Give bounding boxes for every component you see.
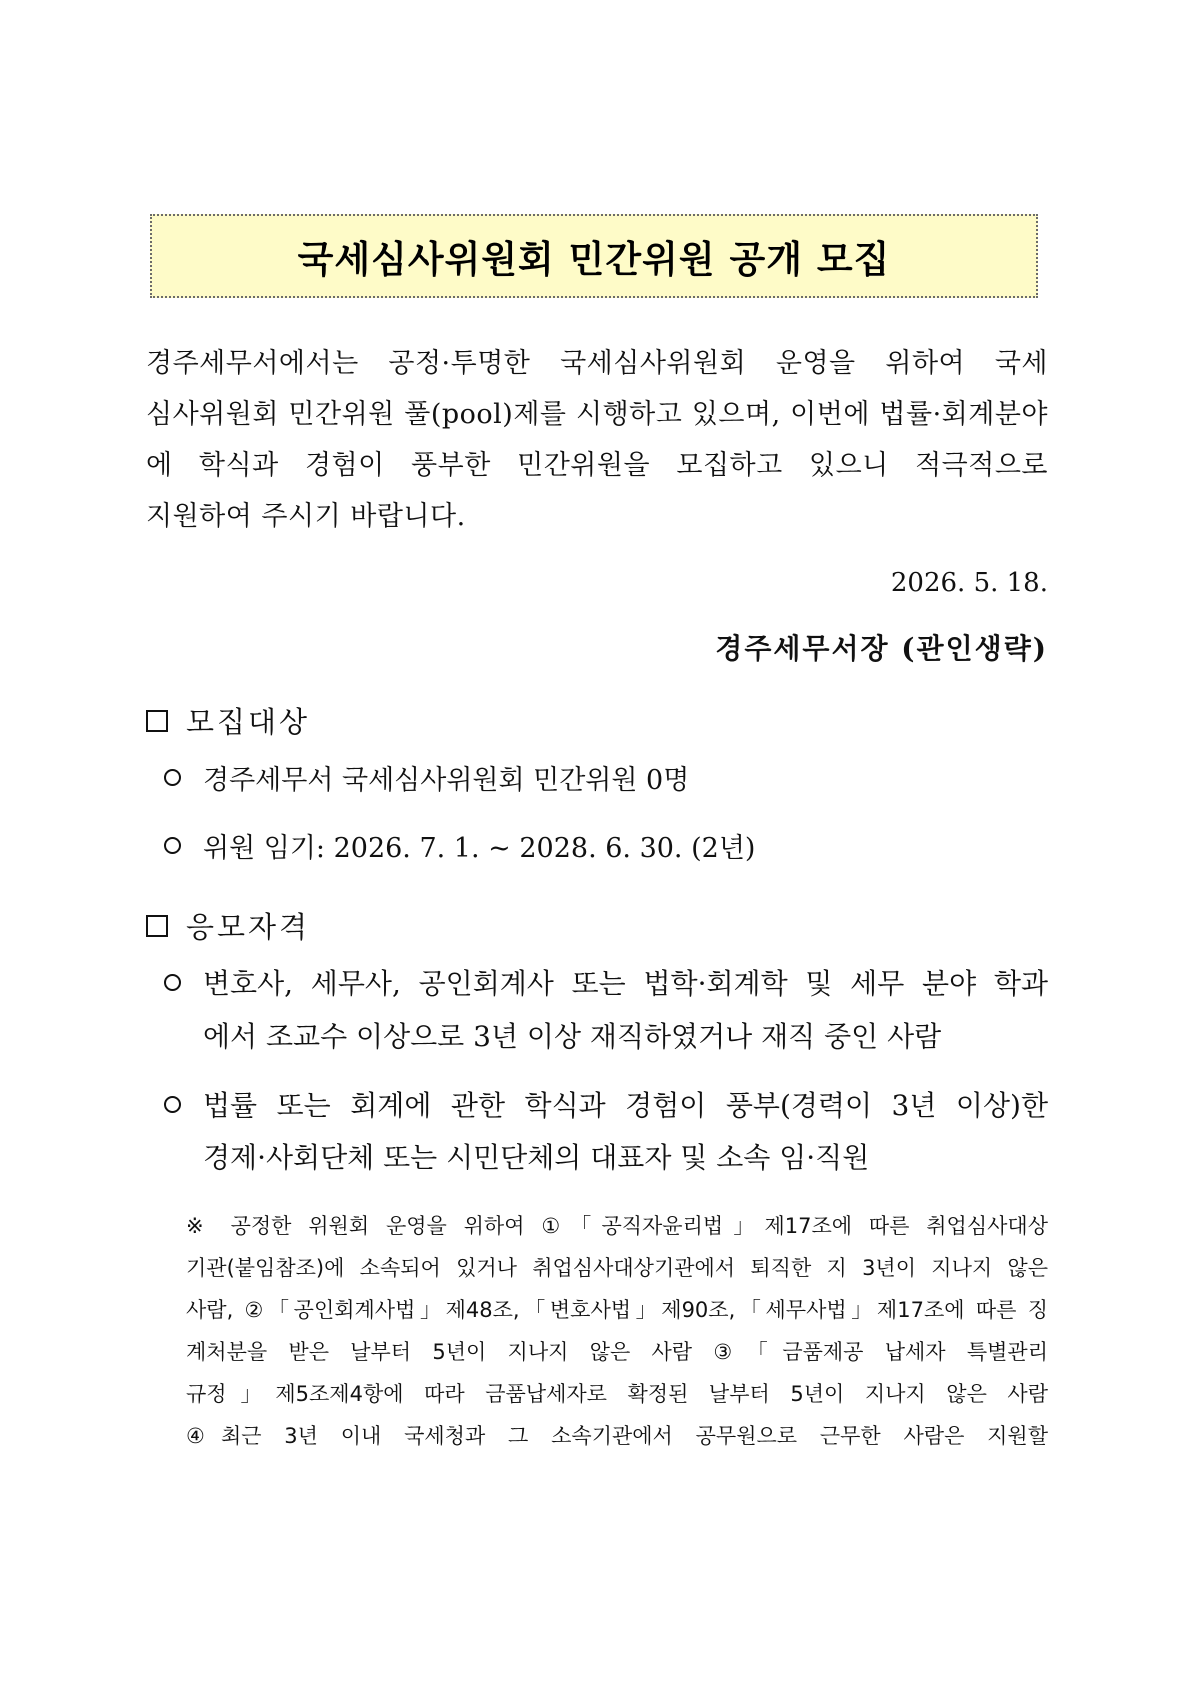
circle-bullet-icon <box>164 974 181 991</box>
circle-bullet-icon <box>164 1096 181 1113</box>
square-bullet-icon <box>146 710 168 732</box>
note-line: 규정」제5조제4항에 따라 금품납세자로 확정된 날부터 5년이 지나지 않은 사람 <box>186 1382 1048 1406</box>
qualification-item-text: 경제·사회단체 또는 시민단체의 대표자 및 소속 임·직원 <box>203 1141 870 1174</box>
section-qualification-heading <box>146 905 310 946</box>
note-line: ④최근 3년 이내 국세청과 그 소속기관에서 공무원으로 근무한 사람은 지원할 <box>186 1424 1048 1448</box>
intro-line: 에 학식과 경험이 풍부한 민간위원을 모집하고 있으니 적극적으로 <box>146 450 1048 481</box>
recruit-item-text: 경주세무서 국세심사위원회 민간위원 0명 <box>203 765 690 796</box>
qualification-item <box>164 962 1048 1002</box>
notice-date: 2026. 5. 18. <box>890 568 1048 598</box>
intro-line: 경주세무서에서는 공정·투명한 국세심사위원회 운영을 위하여 국세 <box>146 348 1048 379</box>
recruit-item <box>164 826 755 865</box>
note-line: ※ 공정한 위원회 운영을 위하여 ①「공직자윤리법」제17조에 따른 취업심사대상 <box>186 1214 1048 1238</box>
circle-bullet-icon <box>164 837 181 854</box>
qualification-item-text: 에서 조교수 이상으로 3년 이상 재직하였거나 재직 중인 사람 <box>203 1020 942 1053</box>
eligibility-note <box>186 1205 1048 1457</box>
qualification-item-text: 법률 또는 회계에 관한 학식과 경험이 풍부(경력이 3년 이상)한 <box>203 1089 1048 1122</box>
circle-bullet-icon <box>164 769 181 786</box>
square-bullet-icon <box>146 915 168 937</box>
section-qualification-title: 응모자격 <box>186 910 311 944</box>
section-recruit-heading <box>146 700 310 741</box>
recruit-item-text: 위원 임기: 2026. 7. 1. ~ 2028. 6. 30. (2년) <box>203 833 756 864</box>
intro-line: 지원하여 주시기 바랍니다. <box>146 501 466 532</box>
qualification-item-text: 변호사, 세무사, 공인회계사 또는 법학·회계학 및 세무 분야 학과 <box>203 967 1048 1000</box>
section-recruit-title: 모집대상 <box>186 705 311 739</box>
note-line: 기관(붙임참조)에 소속되어 있거나 취업심사대상기관에서 퇴직한 지 3년이 지나지 않은 <box>186 1256 1048 1280</box>
qualification-item <box>164 1084 1048 1124</box>
recruit-item <box>164 758 689 797</box>
intro-line: 심사위원회 민간위원 풀(pool)제를 시행하고 있으며, 이번에 법률·회계분야 <box>146 399 1048 430</box>
signer: 경주세무서장 (관인생략) <box>715 632 1048 665</box>
title-box <box>150 214 1038 298</box>
document-title: 국세심사위원회 민간위원 공개 모집 <box>297 238 891 281</box>
intro-paragraph <box>146 338 1048 542</box>
note-line: 계처분을 받은 날부터 5년이 지나지 않은 사람 ③「금품제공 납세자 특별관리 <box>186 1340 1048 1364</box>
note-line: 사람, ②「공인회계사법」제48조,「변호사법」제90조,「세무사법」제17조에 따른 징 <box>186 1298 1048 1322</box>
